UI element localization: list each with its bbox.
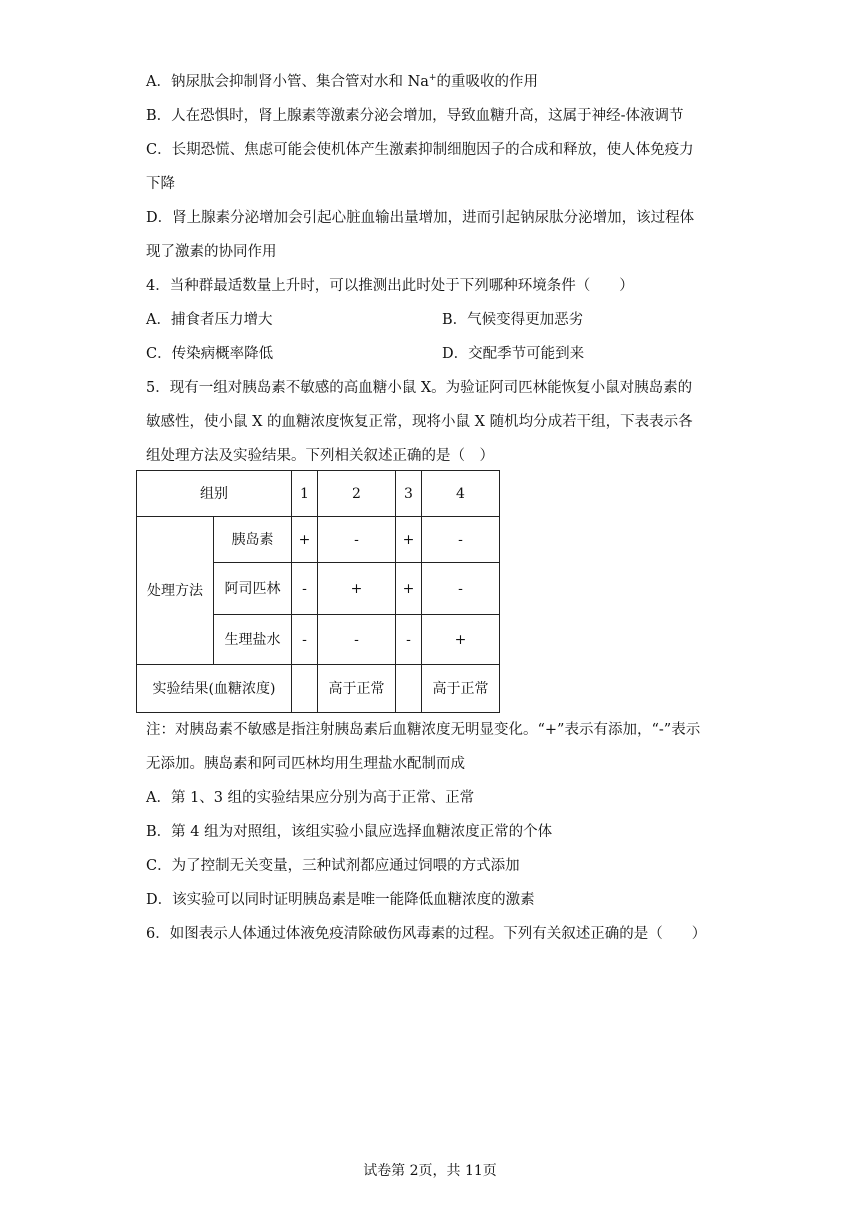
q5-stem-line2: 敏感性，使小鼠 X 的血糖浓度恢复正常，现将小鼠 X 随机均分成若干组，下表表示各	[146, 414, 693, 430]
cell-insulin-2: -	[318, 517, 396, 563]
cell-aspirin-2: +	[318, 563, 396, 615]
q4-stem: 4．当种群最适数量上升时，可以推测出此时处于下列哪种环境条件（ ）	[146, 278, 634, 294]
result-3	[396, 665, 422, 713]
group-3-header: 3	[396, 471, 422, 517]
q5-stem-line3: 组处理方法及实验结果。下列相关叙述正确的是（ ）	[146, 448, 494, 464]
table-note-line2: 无添加。胰岛素和阿司匹林均用生理盐水配制而成	[146, 756, 465, 772]
q4-option-b: B．气候变得更加恶劣	[442, 312, 584, 328]
q5-option-c: C．为了控制无关变量，三种试剂都应通过饲喂的方式添加	[146, 858, 520, 874]
q3-option-a	[146, 72, 538, 92]
cell-aspirin-1: -	[292, 563, 318, 615]
group-4-header: 4	[422, 471, 500, 517]
group-1-header: 1	[292, 471, 318, 517]
cell-insulin-3: +	[396, 517, 422, 563]
row-name-insulin: 胰岛素	[214, 517, 292, 563]
cell-saline-4: +	[422, 615, 500, 665]
q3-option-c-line2: 下降	[146, 176, 175, 192]
q3-option-a-text-end: 的重吸收的作用	[436, 74, 538, 90]
table-row-insulin	[137, 517, 500, 563]
cell-aspirin-4: -	[422, 563, 500, 615]
cell-saline-2: -	[318, 615, 396, 665]
q4-option-c: C．传染病概率降低	[146, 346, 274, 362]
result-2: 高于正常	[318, 665, 396, 713]
q4-options-row2	[146, 344, 746, 364]
q5-option-b: B．第 4 组为对照组，该组实验小鼠应选择血糖浓度正常的个体	[146, 824, 553, 840]
result-label-cell: 实验结果(血糖浓度)	[137, 665, 292, 713]
cell-saline-1: -	[292, 615, 318, 665]
cell-aspirin-3: +	[396, 563, 422, 615]
q4-option-a: A．捕食者压力增大	[146, 312, 273, 328]
table-row-result	[137, 665, 500, 713]
table-header-row	[137, 471, 500, 517]
group-label-cell: 组别	[137, 471, 292, 517]
cell-saline-3: -	[396, 615, 422, 665]
q3-option-a-text: A．钠尿肽会抑制肾小管、集合管对水和 Na	[146, 74, 429, 90]
page-footer: 试卷第 2页，共 11页	[363, 1163, 497, 1179]
cell-insulin-4: -	[422, 517, 500, 563]
q5-option-a: A．第 1、3 组的实验结果应分别为高于正常、正常	[146, 790, 475, 806]
q6-stem: 6．如图表示人体通过体液免疫清除破伤风毒素的过程。下列有关叙述正确的是（ ）	[146, 926, 707, 942]
experiment-table	[136, 470, 500, 713]
group-2-header: 2	[318, 471, 396, 517]
row-name-saline: 生理盐水	[214, 615, 292, 665]
cell-insulin-1: +	[292, 517, 318, 563]
row-name-aspirin: 阿司匹林	[214, 563, 292, 615]
q4-options-row1	[146, 310, 746, 330]
q5-option-d: D．该实验可以同时证明胰岛素是唯一能降低血糖浓度的激素	[146, 892, 535, 908]
q3-option-b: B．人在恐惧时，肾上腺素等激素分泌会增加，导致血糖升高，这属于神经-体液调节	[146, 108, 684, 124]
q5-stem-line1: 5．现有一组对胰岛素不敏感的高血糖小鼠 X。为验证阿司匹林能恢复小鼠对胰岛素的	[146, 380, 693, 396]
result-4: 高于正常	[422, 665, 500, 713]
q3-option-d-line2: 现了激素的协同作用	[146, 244, 277, 260]
result-1	[292, 665, 318, 713]
q4-option-d: D．交配季节可能到来	[442, 346, 585, 362]
q3-option-d-line1: D．肾上腺素分泌增加会引起心脏血输出量增加，进而引起钠尿肽分泌增加，该过程体	[146, 210, 695, 226]
q3-option-c-line1: C．长期恐慌、焦虑可能会使机体产生激素抑制细胞因子的合成和释放，使人体免疫力	[146, 142, 694, 158]
table-note-line1: 注：对胰岛素不敏感是指注射胰岛素后血糖浓度无明显变化。“+”表示有添加，“-”表示	[146, 722, 701, 738]
sodium-superscript: +	[428, 73, 437, 84]
treatment-label-cell: 处理方法	[137, 517, 214, 665]
